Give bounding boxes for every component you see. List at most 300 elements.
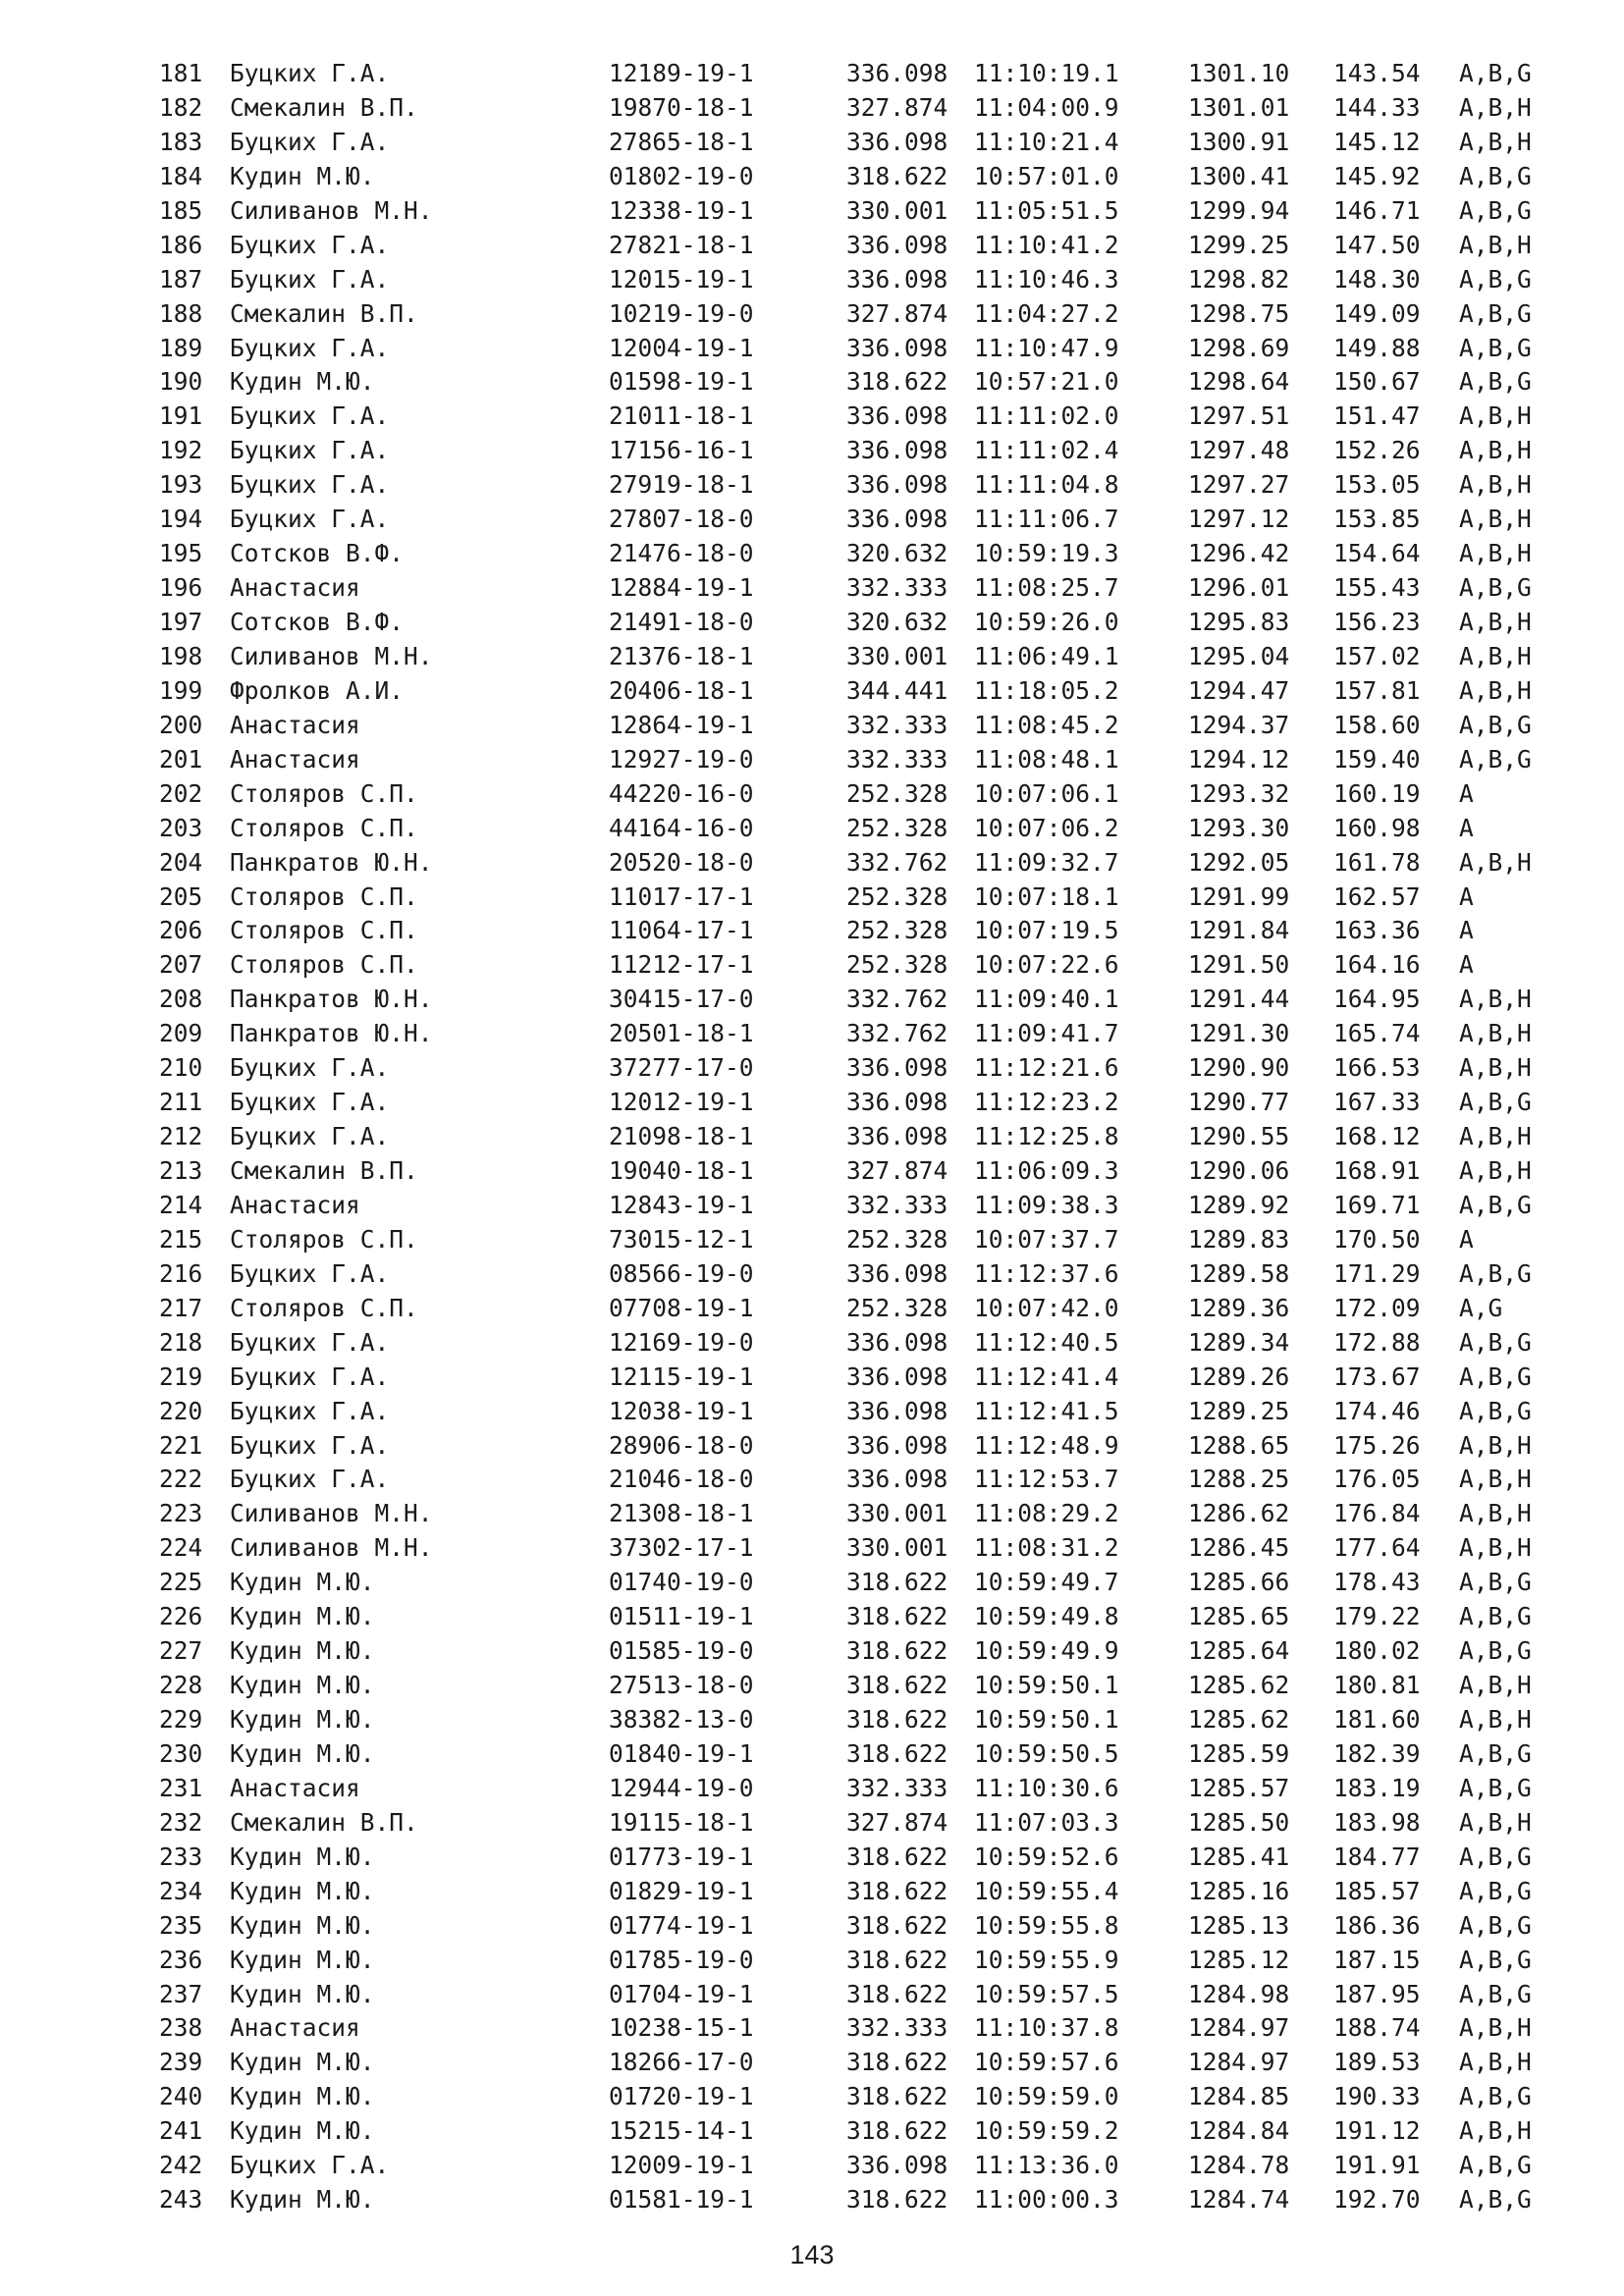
participant-name: Буцких Г.А. (230, 127, 390, 156)
arrival-time: 10:59:50.5 (974, 1738, 1119, 1768)
participant-name: Буцких Г.А. (230, 264, 390, 294)
table-row (159, 846, 1573, 881)
ring-id: 11017-17-1 (609, 881, 754, 911)
ring-id: 11212-17-1 (609, 950, 754, 980)
ring-id: 12015-19-1 (609, 264, 754, 294)
points: 161.78 (1333, 847, 1421, 877)
distance: 252.328 (846, 1293, 948, 1322)
categories: A,B,G (1459, 1910, 1532, 1940)
distance: 327.874 (846, 92, 948, 122)
distance: 336.098 (846, 1258, 948, 1288)
page-number: 143 (789, 2240, 835, 2269)
distance: 318.622 (846, 1842, 948, 1871)
arrival-time: 10:07:06.1 (974, 778, 1119, 808)
distance: 252.328 (846, 1224, 948, 1254)
row-number: 236 (159, 1945, 203, 1974)
points: 181.60 (1333, 1705, 1421, 1734)
ring-id: 21476-18-0 (609, 539, 754, 568)
table-row (159, 709, 1573, 743)
table-row (159, 229, 1573, 263)
table-row (159, 2011, 1573, 2046)
row-number: 211 (159, 1088, 203, 1117)
ring-id: 01840-19-1 (609, 1738, 754, 1768)
participant-name: Кудин М.Ю. (230, 1842, 375, 1871)
participant-name: Буцких Г.А. (230, 1396, 390, 1425)
row-number: 220 (159, 1396, 203, 1425)
ring-id: 18266-17-0 (609, 2048, 754, 2077)
points: 174.46 (1333, 1396, 1421, 1425)
speed: 1291.44 (1188, 985, 1290, 1014)
table-row (159, 1772, 1573, 1806)
arrival-time: 10:57:21.0 (974, 367, 1119, 397)
categories: A,B,H (1459, 1533, 1532, 1563)
distance: 252.328 (846, 813, 948, 842)
participant-name: Кудин М.Ю. (230, 367, 375, 397)
categories: A,B,G (1459, 1773, 1532, 1802)
row-number: 222 (159, 1465, 203, 1494)
points: 185.57 (1333, 1876, 1421, 1905)
row-number: 234 (159, 1876, 203, 1905)
participant-name: Анастасия (230, 573, 360, 603)
table-row (159, 1875, 1573, 1909)
arrival-time: 10:59:59.2 (974, 2116, 1119, 2146)
distance: 330.001 (846, 195, 948, 225)
categories: A,B,H (1459, 1671, 1532, 1700)
points: 191.91 (1333, 2151, 1421, 2180)
categories: A,B,H (1459, 608, 1532, 636)
ring-id: 21098-18-1 (609, 1122, 754, 1151)
table-row (159, 2149, 1573, 2183)
points: 186.36 (1333, 1910, 1421, 1940)
table-row (159, 1429, 1573, 1464)
participant-name: Буцких Г.А. (230, 333, 390, 362)
categories: A,B,G (1459, 2151, 1532, 2180)
points: 143.54 (1333, 59, 1421, 87)
table-row (159, 1806, 1573, 1841)
speed: 1297.27 (1188, 470, 1290, 500)
distance: 318.622 (846, 1979, 948, 2008)
participant-name: Анастасия (230, 710, 360, 739)
arrival-time: 11:08:48.1 (974, 744, 1119, 774)
participant-name: Кудин М.Ю. (230, 1602, 375, 1631)
participant-name: Столяров С.П. (230, 778, 418, 808)
row-number: 197 (159, 608, 203, 636)
speed: 1291.84 (1188, 916, 1290, 945)
speed: 1285.57 (1188, 1773, 1290, 1802)
distance: 318.622 (846, 1568, 948, 1597)
points: 146.71 (1333, 195, 1421, 225)
participant-name: Кудин М.Ю. (230, 1979, 375, 2008)
arrival-time: 10:59:57.6 (974, 2048, 1119, 2077)
ring-id: 01598-19-1 (609, 367, 754, 397)
distance: 318.622 (846, 1602, 948, 1631)
categories: A,B,G (1459, 2082, 1532, 2111)
table-row (159, 91, 1573, 126)
speed: 1291.50 (1188, 950, 1290, 980)
ring-id: 12944-19-0 (609, 1773, 754, 1802)
table-row (159, 914, 1573, 948)
points: 154.64 (1333, 539, 1421, 568)
distance: 320.632 (846, 608, 948, 636)
points: 182.39 (1333, 1738, 1421, 1768)
arrival-time: 10:07:06.2 (974, 813, 1119, 842)
results-table (159, 57, 1573, 2217)
categories: A,B,G (1459, 1396, 1532, 1425)
participant-name: Буцких Г.А. (230, 1258, 390, 1288)
row-number: 215 (159, 1224, 203, 1254)
ring-id: 08566-19-0 (609, 1258, 754, 1288)
points: 157.81 (1333, 675, 1421, 705)
table-row (159, 1566, 1573, 1600)
participant-name: Сотсков В.Ф. (230, 539, 405, 568)
distance: 336.098 (846, 1327, 948, 1357)
points: 164.16 (1333, 950, 1421, 980)
distance: 336.098 (846, 1362, 948, 1391)
participant-name: Панкратов Ю.Н. (230, 985, 433, 1014)
row-number: 232 (159, 1807, 203, 1837)
row-number: 201 (159, 744, 203, 774)
row-number: 219 (159, 1362, 203, 1391)
speed: 1290.77 (1188, 1088, 1290, 1117)
arrival-time: 10:07:37.7 (974, 1224, 1119, 1254)
arrival-time: 11:12:37.6 (974, 1258, 1119, 1288)
row-number: 193 (159, 470, 203, 500)
arrival-time: 10:59:55.4 (974, 1876, 1119, 1905)
distance: 327.874 (846, 1807, 948, 1837)
participant-name: Смекалин В.П. (230, 1807, 418, 1837)
points: 179.22 (1333, 1602, 1421, 1631)
distance: 252.328 (846, 881, 948, 911)
speed: 1286.45 (1188, 1533, 1290, 1563)
speed: 1285.62 (1188, 1671, 1290, 1700)
participant-name: Смекалин В.П. (230, 1156, 418, 1185)
points: 149.88 (1333, 333, 1421, 362)
ring-id: 01773-19-1 (609, 1842, 754, 1871)
points: 180.02 (1333, 1636, 1421, 1666)
points: 153.05 (1333, 470, 1421, 500)
ring-id: 27919-18-1 (609, 470, 754, 500)
participant-name: Столяров С.П. (230, 1224, 418, 1254)
row-number: 241 (159, 2116, 203, 2146)
arrival-time: 10:07:19.5 (974, 916, 1119, 945)
categories: A,B,H (1459, 230, 1532, 259)
categories: A,B,H (1459, 641, 1532, 670)
arrival-time: 11:12:41.5 (974, 1396, 1119, 1425)
table-row (159, 1634, 1573, 1669)
arrival-time: 11:09:40.1 (974, 985, 1119, 1014)
ring-id: 01581-19-1 (609, 2185, 754, 2215)
ring-id: 12884-19-1 (609, 573, 754, 603)
ring-id: 37277-17-0 (609, 1053, 754, 1083)
table-row (159, 674, 1573, 709)
speed: 1285.62 (1188, 1705, 1290, 1734)
ring-id: 20406-18-1 (609, 675, 754, 705)
participant-name: Столяров С.П. (230, 1293, 418, 1322)
speed: 1291.99 (1188, 881, 1290, 911)
participant-name: Силиванов М.Н. (230, 1499, 433, 1528)
participant-name: Столяров С.П. (230, 813, 418, 842)
table-row (159, 983, 1573, 1017)
speed: 1289.83 (1188, 1224, 1290, 1254)
arrival-time: 11:09:32.7 (974, 847, 1119, 877)
table-row (159, 1497, 1573, 1531)
ring-id: 12338-19-1 (609, 195, 754, 225)
speed: 1290.55 (1188, 1122, 1290, 1151)
points: 176.84 (1333, 1499, 1421, 1528)
distance: 332.762 (846, 847, 948, 877)
speed: 1292.05 (1188, 847, 1290, 877)
participant-name: Кудин М.Ю. (230, 2185, 375, 2215)
participant-name: Буцких Г.А. (230, 505, 390, 534)
participant-name: Анастасия (230, 2013, 360, 2043)
participant-name: Буцких Г.А. (230, 59, 390, 87)
row-number: 204 (159, 847, 203, 877)
participant-name: Столяров С.П. (230, 916, 418, 945)
table-row (159, 1841, 1573, 1875)
ring-id: 01720-19-1 (609, 2082, 754, 2111)
points: 168.91 (1333, 1156, 1421, 1185)
arrival-time: 11:11:04.8 (974, 470, 1119, 500)
points: 153.85 (1333, 505, 1421, 534)
points: 180.81 (1333, 1671, 1421, 1700)
table-row (159, 1909, 1573, 1944)
speed: 1285.12 (1188, 1945, 1290, 1974)
arrival-time: 11:10:19.1 (974, 59, 1119, 87)
distance: 336.098 (846, 1088, 948, 1117)
table-row (159, 400, 1573, 434)
table-row (159, 503, 1573, 537)
row-number: 199 (159, 675, 203, 705)
ring-id: 38382-13-0 (609, 1705, 754, 1734)
speed: 1284.74 (1188, 2185, 1290, 2215)
speed: 1297.12 (1188, 505, 1290, 534)
table-row (159, 2183, 1573, 2217)
categories: A,B,H (1459, 1156, 1532, 1185)
table-row (159, 1600, 1573, 1634)
arrival-time: 10:07:22.6 (974, 950, 1119, 980)
row-number: 191 (159, 401, 203, 431)
speed: 1297.48 (1188, 436, 1290, 465)
categories: A,B,H (1459, 1019, 1532, 1048)
distance: 318.622 (846, 1738, 948, 1768)
participant-name: Анастасия (230, 744, 360, 774)
speed: 1296.01 (1188, 573, 1290, 603)
points: 151.47 (1333, 401, 1421, 431)
arrival-time: 11:10:47.9 (974, 333, 1119, 362)
distance: 318.622 (846, 2082, 948, 2111)
participant-name: Кудин М.Ю. (230, 1910, 375, 1940)
row-number: 240 (159, 2082, 203, 2111)
points: 150.67 (1333, 367, 1421, 397)
speed: 1298.75 (1188, 298, 1290, 328)
distance: 318.622 (846, 1671, 948, 1700)
table-row (159, 1292, 1573, 1326)
ring-id: 12038-19-1 (609, 1396, 754, 1425)
speed: 1289.92 (1188, 1190, 1290, 1219)
ring-id: 21491-18-0 (609, 608, 754, 636)
distance: 332.762 (846, 985, 948, 1014)
categories: A,B,H (1459, 1807, 1532, 1837)
table-row (159, 2080, 1573, 2114)
categories: A,B,G (1459, 1636, 1532, 1666)
participant-name: Кудин М.Ю. (230, 1636, 375, 1666)
points: 152.26 (1333, 436, 1421, 465)
speed: 1299.94 (1188, 195, 1290, 225)
row-number: 221 (159, 1430, 203, 1460)
ring-id: 17156-16-1 (609, 436, 754, 465)
ring-id: 01704-19-1 (609, 1979, 754, 2008)
table-row (159, 881, 1573, 915)
points: 160.19 (1333, 778, 1421, 808)
distance: 336.098 (846, 333, 948, 362)
ring-id: 12927-19-0 (609, 744, 754, 774)
speed: 1293.30 (1188, 813, 1290, 842)
arrival-time: 11:04:27.2 (974, 298, 1119, 328)
categories: A,B,H (1459, 505, 1532, 534)
ring-id: 07708-19-1 (609, 1293, 754, 1322)
table-row (159, 1154, 1573, 1189)
ring-id: 19115-18-1 (609, 1807, 754, 1837)
distance: 318.622 (846, 2048, 948, 2077)
ring-id: 44164-16-0 (609, 813, 754, 842)
participant-name: Кудин М.Ю. (230, 2082, 375, 2111)
arrival-time: 11:12:25.8 (974, 1122, 1119, 1151)
participant-name: Буцких Г.А. (230, 2151, 390, 2180)
speed: 1296.42 (1188, 539, 1290, 568)
row-number: 190 (159, 367, 203, 397)
participant-name: Кудин М.Ю. (230, 2116, 375, 2146)
table-row (159, 468, 1573, 503)
participant-name: Буцких Г.А. (230, 436, 390, 465)
arrival-time: 11:04:00.9 (974, 92, 1119, 122)
row-number: 237 (159, 1979, 203, 2008)
participant-name: Смекалин В.П. (230, 298, 418, 328)
row-number: 202 (159, 778, 203, 808)
ring-id: 21376-18-1 (609, 641, 754, 670)
distance: 318.622 (846, 161, 948, 190)
row-number: 189 (159, 333, 203, 362)
ring-id: 73015-12-1 (609, 1224, 754, 1254)
arrival-time: 11:08:31.2 (974, 1533, 1119, 1563)
row-number: 187 (159, 264, 203, 294)
points: 171.29 (1333, 1258, 1421, 1288)
ring-id: 01802-19-0 (609, 161, 754, 190)
row-number: 213 (159, 1156, 203, 1185)
points: 147.50 (1333, 230, 1421, 259)
arrival-time: 10:59:50.1 (974, 1705, 1119, 1734)
categories: A (1459, 1224, 1474, 1254)
distance: 318.622 (846, 367, 948, 397)
distance: 336.098 (846, 59, 948, 87)
arrival-time: 11:08:45.2 (974, 710, 1119, 739)
ring-id: 28906-18-0 (609, 1430, 754, 1460)
row-number: 235 (159, 1910, 203, 1940)
speed: 1290.06 (1188, 1156, 1290, 1185)
arrival-time: 11:12:41.4 (974, 1362, 1119, 1391)
arrival-time: 10:07:42.0 (974, 1293, 1119, 1322)
row-number: 233 (159, 1842, 203, 1871)
participant-name: Кудин М.Ю. (230, 1945, 375, 1974)
distance: 327.874 (846, 1156, 948, 1185)
distance: 252.328 (846, 916, 948, 945)
participant-name: Анастасия (230, 1773, 360, 1802)
participant-name: Анастасия (230, 1190, 360, 1219)
ring-id: 44220-16-0 (609, 778, 754, 808)
ring-id: 20520-18-0 (609, 847, 754, 877)
distance: 320.632 (846, 539, 948, 568)
ring-id: 27865-18-1 (609, 127, 754, 156)
row-number: 225 (159, 1568, 203, 1597)
ring-id: 12169-19-0 (609, 1327, 754, 1357)
categories: A,B,G (1459, 573, 1532, 603)
row-number: 208 (159, 985, 203, 1014)
table-row (159, 2046, 1573, 2080)
row-number: 224 (159, 1533, 203, 1563)
distance: 330.001 (846, 641, 948, 670)
points: 177.64 (1333, 1533, 1421, 1563)
speed: 1294.37 (1188, 710, 1290, 739)
participant-name: Кудин М.Ю. (230, 161, 375, 190)
distance: 318.622 (846, 1910, 948, 1940)
arrival-time: 11:05:51.5 (974, 195, 1119, 225)
categories: A,B,H (1459, 1430, 1532, 1460)
ring-id: 27821-18-1 (609, 230, 754, 259)
categories: A,B,H (1459, 847, 1532, 877)
arrival-time: 11:10:41.2 (974, 230, 1119, 259)
categories: A (1459, 916, 1474, 945)
row-number: 181 (159, 59, 203, 87)
table-row (159, 1978, 1573, 2012)
participant-name: Панкратов Ю.Н. (230, 847, 433, 877)
distance: 330.001 (846, 1533, 948, 1563)
arrival-time: 10:59:50.1 (974, 1671, 1119, 1700)
speed: 1286.62 (1188, 1499, 1290, 1528)
arrival-time: 11:00:00.3 (974, 2185, 1119, 2215)
row-number: 227 (159, 1636, 203, 1666)
speed: 1285.66 (1188, 1568, 1290, 1597)
speed: 1293.32 (1188, 778, 1290, 808)
points: 166.53 (1333, 1053, 1421, 1083)
distance: 344.441 (846, 675, 948, 705)
speed: 1289.34 (1188, 1327, 1290, 1357)
participant-name: Кудин М.Ю. (230, 1876, 375, 1905)
table-row (159, 537, 1573, 571)
distance: 332.762 (846, 1019, 948, 1048)
participant-name: Буцких Г.А. (230, 1465, 390, 1494)
participant-name: Столяров С.П. (230, 881, 418, 911)
speed: 1285.65 (1188, 1602, 1290, 1631)
table-row (159, 777, 1573, 812)
speed: 1285.41 (1188, 1842, 1290, 1871)
categories: A,B,G (1459, 1738, 1532, 1768)
distance: 318.622 (846, 2185, 948, 2215)
points: 187.15 (1333, 1945, 1421, 1974)
points: 176.05 (1333, 1465, 1421, 1494)
arrival-time: 11:12:48.9 (974, 1430, 1119, 1460)
arrival-time: 10:57:01.0 (974, 161, 1119, 190)
ring-id: 20501-18-1 (609, 1019, 754, 1048)
speed: 1285.50 (1188, 1807, 1290, 1837)
participant-name: Буцких Г.А. (230, 470, 390, 500)
speed: 1301.01 (1188, 92, 1290, 122)
categories: A (1459, 778, 1474, 808)
table-row (159, 1223, 1573, 1257)
arrival-time: 11:10:30.6 (974, 1773, 1119, 1802)
arrival-time: 10:59:57.5 (974, 1979, 1119, 2008)
categories: A,B,G (1459, 1362, 1532, 1391)
arrival-time: 10:07:18.1 (974, 881, 1119, 911)
ring-id: 19040-18-1 (609, 1156, 754, 1185)
